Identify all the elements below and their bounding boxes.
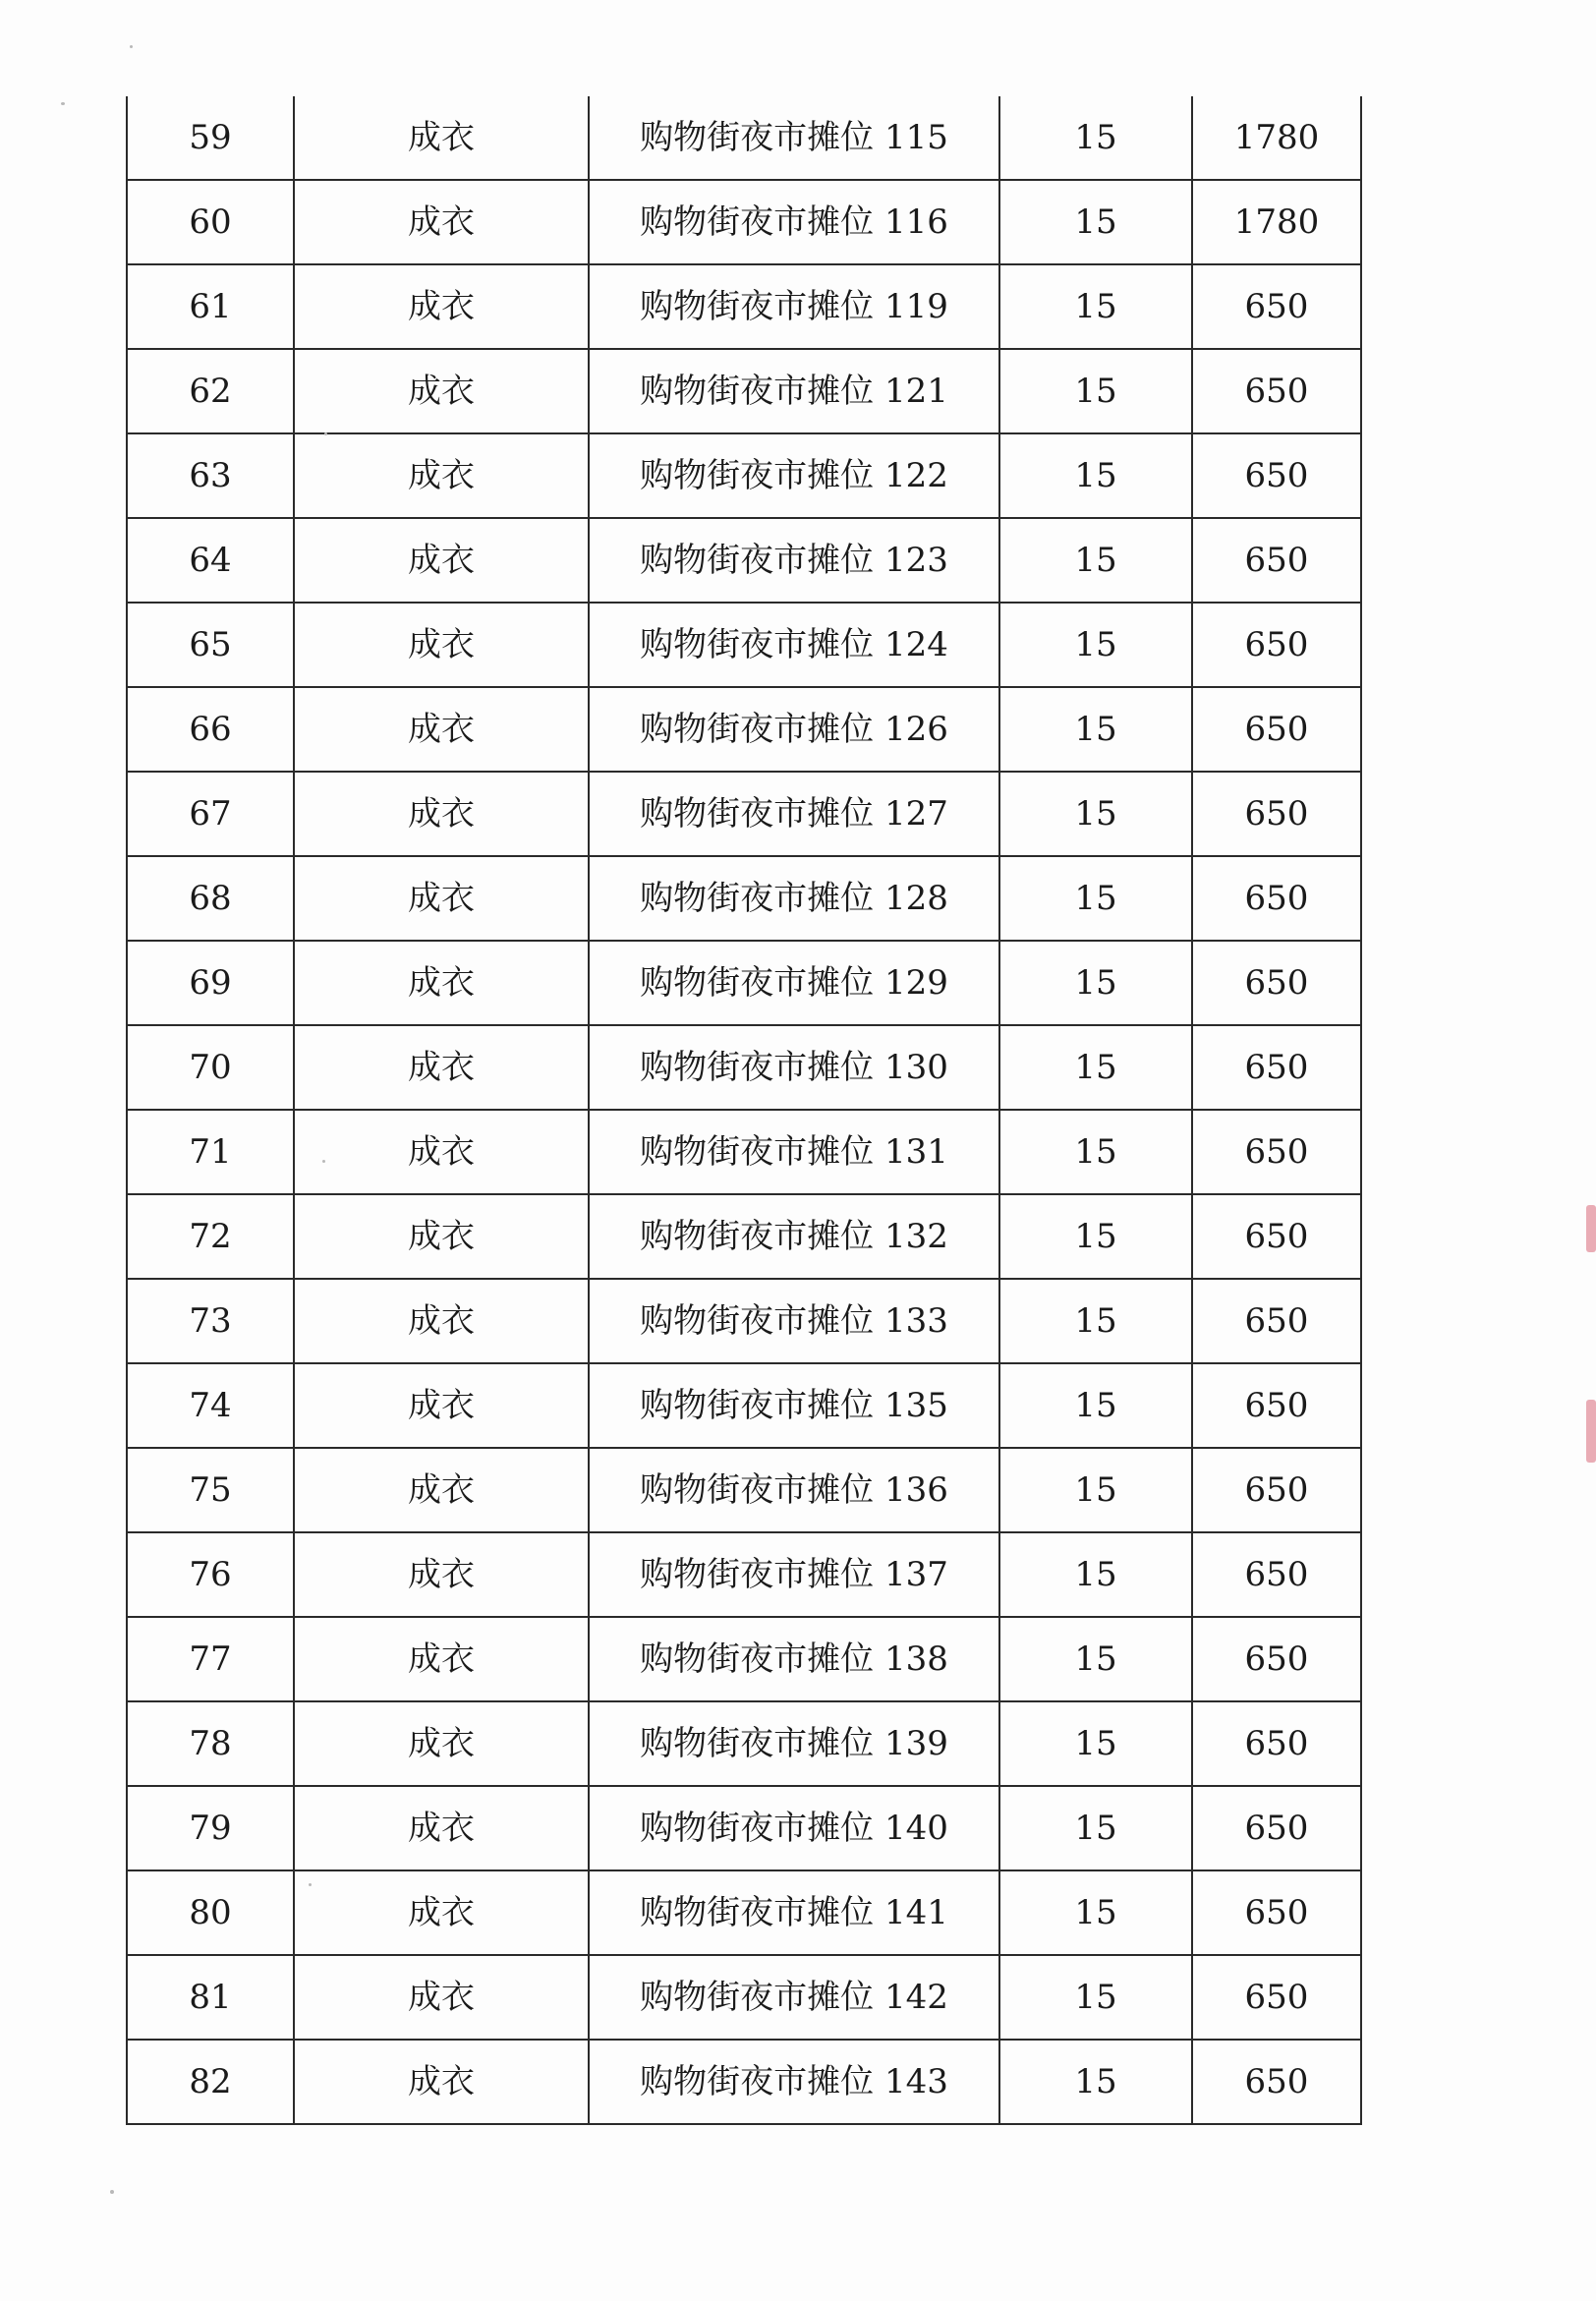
stall-location-cell: 购物街夜市摊位 127: [589, 772, 999, 856]
category-cell: 成衣: [294, 687, 589, 772]
area-cell: 15: [999, 687, 1192, 772]
area-cell: 15: [999, 1363, 1192, 1448]
price-cell: 650: [1192, 772, 1361, 856]
category-cell: 成衣: [294, 1870, 589, 1955]
category-cell: 成衣: [294, 1025, 589, 1110]
row-number-cell: 60: [127, 180, 294, 264]
category-cell: 成衣: [294, 1448, 589, 1532]
table-row: [127, 349, 1361, 433]
table-row: [127, 518, 1361, 603]
price-cell: 650: [1192, 687, 1361, 772]
category-cell: 成衣: [294, 518, 589, 603]
price-cell: 650: [1192, 1194, 1361, 1279]
red-stamp-edge-mark: [1586, 1400, 1596, 1463]
table-row: [127, 1701, 1361, 1786]
area-cell: 15: [999, 941, 1192, 1025]
category-cell: 成衣: [294, 603, 589, 687]
price-cell: 650: [1192, 856, 1361, 941]
stall-rental-table: [126, 96, 1362, 2125]
scan-speck: [322, 1160, 325, 1163]
stall-location-cell: 购物街夜市摊位 137: [589, 1532, 999, 1617]
table-row: [127, 1532, 1361, 1617]
row-number-cell: 76: [127, 1532, 294, 1617]
row-number-cell: 81: [127, 1955, 294, 2040]
stall-location-cell: 购物街夜市摊位 121: [589, 349, 999, 433]
price-cell: 650: [1192, 603, 1361, 687]
area-cell: 15: [999, 96, 1192, 180]
red-stamp-edge-mark: [1586, 1205, 1596, 1252]
table-row: [127, 180, 1361, 264]
table-row: [127, 1448, 1361, 1532]
area-cell: 15: [999, 1955, 1192, 2040]
area-cell: 15: [999, 1786, 1192, 1870]
area-cell: 15: [999, 1194, 1192, 1279]
price-cell: 650: [1192, 1448, 1361, 1532]
stall-location-cell: 购物街夜市摊位 129: [589, 941, 999, 1025]
row-number-cell: 70: [127, 1025, 294, 1110]
area-cell: 15: [999, 1532, 1192, 1617]
price-cell: 650: [1192, 1870, 1361, 1955]
row-number-cell: 67: [127, 772, 294, 856]
row-number-cell: 73: [127, 1279, 294, 1363]
row-number-cell: 64: [127, 518, 294, 603]
row-number-cell: 66: [127, 687, 294, 772]
stall-location-cell: 购物街夜市摊位 141: [589, 1870, 999, 1955]
stall-location-cell: 购物街夜市摊位 124: [589, 603, 999, 687]
category-cell: 成衣: [294, 1701, 589, 1786]
table-row: [127, 96, 1361, 180]
area-cell: 15: [999, 772, 1192, 856]
category-cell: 成衣: [294, 1786, 589, 1870]
area-cell: 15: [999, 1025, 1192, 1110]
stall-location-cell: 购物街夜市摊位 142: [589, 1955, 999, 2040]
category-cell: 成衣: [294, 2040, 589, 2124]
row-number-cell: 62: [127, 349, 294, 433]
table-row: [127, 1363, 1361, 1448]
category-cell: 成衣: [294, 1532, 589, 1617]
area-cell: 15: [999, 1279, 1192, 1363]
stall-location-cell: 购物街夜市摊位 131: [589, 1110, 999, 1194]
table-row: [127, 941, 1361, 1025]
table-row: [127, 1194, 1361, 1279]
stall-location-cell: 购物街夜市摊位 133: [589, 1279, 999, 1363]
category-cell: 成衣: [294, 1955, 589, 2040]
area-cell: 15: [999, 603, 1192, 687]
stall-location-cell: 购物街夜市摊位 122: [589, 433, 999, 518]
scan-speck: [324, 432, 327, 435]
category-cell: 成衣: [294, 856, 589, 941]
table-row: [127, 772, 1361, 856]
area-cell: 15: [999, 1701, 1192, 1786]
price-cell: 650: [1192, 1279, 1361, 1363]
price-cell: 650: [1192, 1363, 1361, 1448]
stall-rental-table-body: [127, 96, 1361, 2124]
row-number-cell: 61: [127, 264, 294, 349]
price-cell: 1780: [1192, 96, 1361, 180]
row-number-cell: 72: [127, 1194, 294, 1279]
row-number-cell: 78: [127, 1701, 294, 1786]
row-number-cell: 77: [127, 1617, 294, 1701]
stall-location-cell: 购物街夜市摊位 136: [589, 1448, 999, 1532]
area-cell: 15: [999, 349, 1192, 433]
scan-speck: [61, 102, 65, 105]
row-number-cell: 59: [127, 96, 294, 180]
area-cell: 15: [999, 1617, 1192, 1701]
stall-location-cell: 购物街夜市摊位 116: [589, 180, 999, 264]
price-cell: 650: [1192, 2040, 1361, 2124]
area-cell: 15: [999, 856, 1192, 941]
table-row: [127, 1279, 1361, 1363]
category-cell: 成衣: [294, 772, 589, 856]
category-cell: 成衣: [294, 1617, 589, 1701]
stall-location-cell: 购物街夜市摊位 135: [589, 1363, 999, 1448]
stall-location-cell: 购物街夜市摊位 115: [589, 96, 999, 180]
area-cell: 15: [999, 518, 1192, 603]
price-cell: 650: [1192, 264, 1361, 349]
category-cell: 成衣: [294, 349, 589, 433]
area-cell: 15: [999, 1110, 1192, 1194]
stall-location-cell: 购物街夜市摊位 130: [589, 1025, 999, 1110]
stall-location-cell: 购物街夜市摊位 139: [589, 1701, 999, 1786]
area-cell: 15: [999, 1870, 1192, 1955]
price-cell: 650: [1192, 1617, 1361, 1701]
stall-location-cell: 购物街夜市摊位 138: [589, 1617, 999, 1701]
table-row: [127, 1110, 1361, 1194]
category-cell: 成衣: [294, 1279, 589, 1363]
table-row: [127, 264, 1361, 349]
area-cell: 15: [999, 264, 1192, 349]
category-cell: 成衣: [294, 180, 589, 264]
price-cell: 650: [1192, 433, 1361, 518]
row-number-cell: 80: [127, 1870, 294, 1955]
stall-location-cell: 购物街夜市摊位 123: [589, 518, 999, 603]
stall-location-cell: 购物街夜市摊位 126: [589, 687, 999, 772]
area-cell: 15: [999, 2040, 1192, 2124]
stall-location-cell: 购物街夜市摊位 140: [589, 1786, 999, 1870]
table-row: [127, 1955, 1361, 2040]
stall-location-cell: 购物街夜市摊位 132: [589, 1194, 999, 1279]
scan-speck: [110, 2190, 114, 2194]
category-cell: 成衣: [294, 941, 589, 1025]
table-row: [127, 1870, 1361, 1955]
table-row: [127, 1786, 1361, 1870]
price-cell: 650: [1192, 349, 1361, 433]
table-row: [127, 1025, 1361, 1110]
row-number-cell: 74: [127, 1363, 294, 1448]
stall-location-cell: 购物街夜市摊位 128: [589, 856, 999, 941]
row-number-cell: 75: [127, 1448, 294, 1532]
table-row: [127, 687, 1361, 772]
stall-location-cell: 购物街夜市摊位 143: [589, 2040, 999, 2124]
row-number-cell: 82: [127, 2040, 294, 2124]
price-cell: 1780: [1192, 180, 1361, 264]
row-number-cell: 71: [127, 1110, 294, 1194]
price-cell: 650: [1192, 1701, 1361, 1786]
category-cell: 成衣: [294, 1363, 589, 1448]
table-row: [127, 856, 1361, 941]
price-cell: 650: [1192, 941, 1361, 1025]
row-number-cell: 65: [127, 603, 294, 687]
price-cell: 650: [1192, 1532, 1361, 1617]
price-cell: 650: [1192, 1025, 1361, 1110]
row-number-cell: 68: [127, 856, 294, 941]
table-row: [127, 1617, 1361, 1701]
price-cell: 650: [1192, 518, 1361, 603]
price-cell: 650: [1192, 1786, 1361, 1870]
stall-location-cell: 购物街夜市摊位 119: [589, 264, 999, 349]
scan-speck: [309, 1883, 312, 1886]
category-cell: 成衣: [294, 1110, 589, 1194]
area-cell: 15: [999, 180, 1192, 264]
category-cell: 成衣: [294, 96, 589, 180]
category-cell: 成衣: [294, 264, 589, 349]
row-number-cell: 79: [127, 1786, 294, 1870]
area-cell: 15: [999, 1448, 1192, 1532]
scan-speck: [130, 45, 133, 48]
price-cell: 650: [1192, 1110, 1361, 1194]
row-number-cell: 63: [127, 433, 294, 518]
table-row: [127, 2040, 1361, 2124]
price-cell: 650: [1192, 1955, 1361, 2040]
category-cell: 成衣: [294, 1194, 589, 1279]
row-number-cell: 69: [127, 941, 294, 1025]
table-row: [127, 603, 1361, 687]
table-row: [127, 433, 1361, 518]
category-cell: 成衣: [294, 433, 589, 518]
area-cell: 15: [999, 433, 1192, 518]
